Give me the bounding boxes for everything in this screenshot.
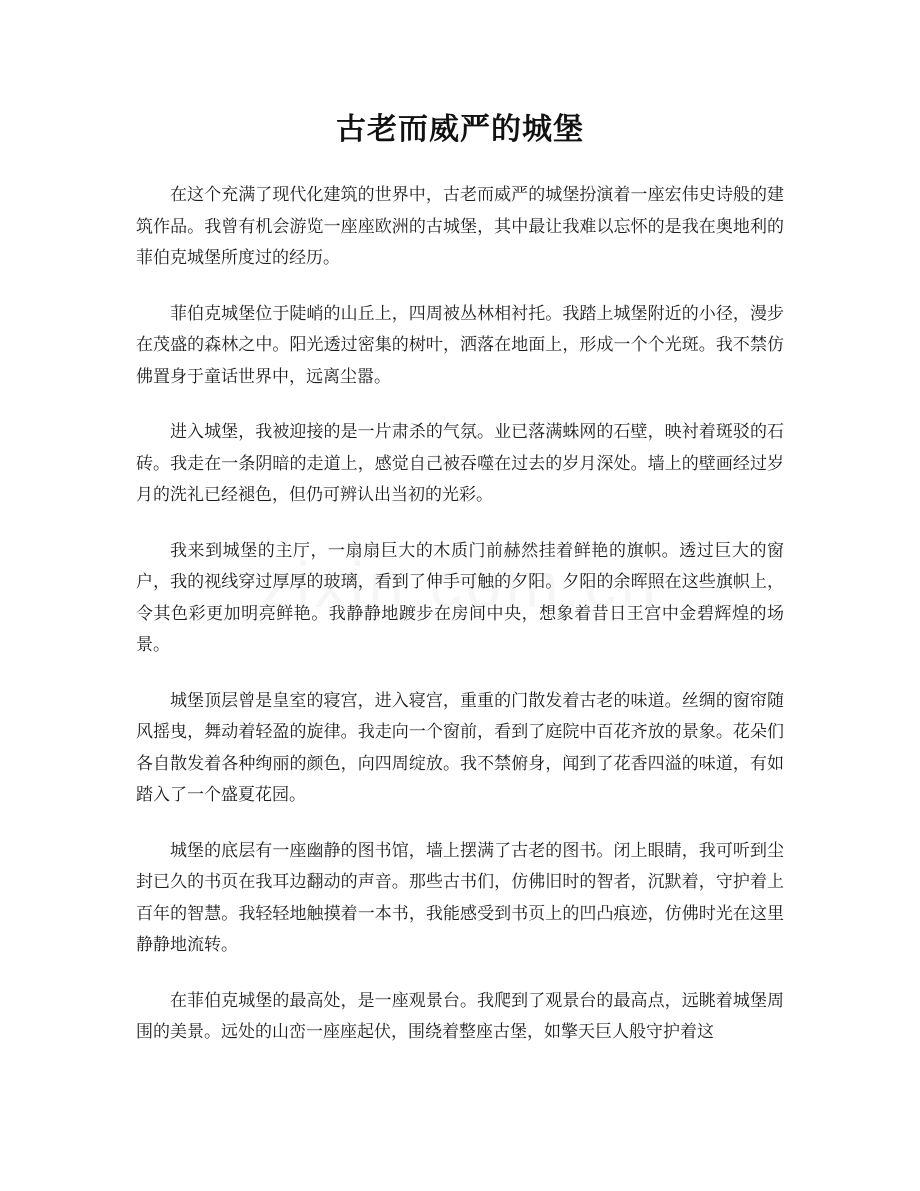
paragraph-5: 城堡顶层曾是皇室的寝宫，进入寝宫，重重的门散发着古老的味道。丝绸的窗帘随风摇曳，舞动着轻盈的旋律。我走向一个窗前，看到了庭院中百花齐放的景象。花朵们各自散发着各种绚丽的颜色，向四周绽放。我不禁俯身，闻到了花香四溢的味道，有如踏入了一个盛夏花园。 <box>136 690 784 805</box>
paragraph-2: 菲伯克城堡位于陡峭的山丘上，四周被丛林相衬托。我踏上城堡附近的小径，漫步在茂盛的森林之中。阳光透过密集的树叶，洒落在地面上，形成一个个光斑。我不禁仿佛置身于童话世界中，远离尘嚣。 <box>136 303 784 387</box>
document-body <box>136 180 784 1073</box>
paragraph-3: 进入城堡，我被迎接的是一片肃杀的气氛。业已落满蛛网的石壁，映衬着斑驳的石砖。我走在一条阴暗的走道上，感觉自己被吞噬在过去的岁月深处。墙上的壁画经过岁月的洗礼已经褪色，但仍可辨认出当初的光彩。 <box>136 422 784 505</box>
paragraph-7: 在菲伯克城堡的最高处，是一座观景台。我爬到了观景台的最高点，远眺着城堡周围的美景。远处的山峦一座座起伏，围绕着整座古堡，如擎天巨人般守护着这 <box>136 990 784 1042</box>
paragraph-1: 在这个充满了现代化建筑的世界中，古老而威严的城堡扮演着一座宏伟史诗般的建筑作品。我曾有机会游览一座座欧洲的古城堡，其中最让我难以忘怀的是我在奥地利的菲伯克城堡所度过的经历。 <box>136 185 784 268</box>
document-title: 古老而威严的城堡 <box>336 112 584 147</box>
paragraph-4: 我来到城堡的主厅，一扇扇巨大的木质门前赫然挂着鲜艳的旗帜。透过巨大的窗户，我的视线穿过厚厚的玻璃，看到了伸手可触的夕阳。夕阳的余晖照在这些旗帜上，令其色彩更加明亮鲜艳。我静静地踱步在房间中央，想象着昔日王宫中金碧辉煌的场景。 <box>136 540 784 655</box>
paragraph-6: 城堡的底层有一座幽静的图书馆，墙上摆满了古老的图书。闭上眼睛，我可听到尘封已久的书页在我耳边翻动的声音。那些古书们，仿佛旧时的智者，沉默着，守护着上百年的智慧。我轻轻地触摸着一本书，我能感受到书页上的凹凸痕迹，仿佛时光在这里静静地流转。 <box>136 840 784 955</box>
